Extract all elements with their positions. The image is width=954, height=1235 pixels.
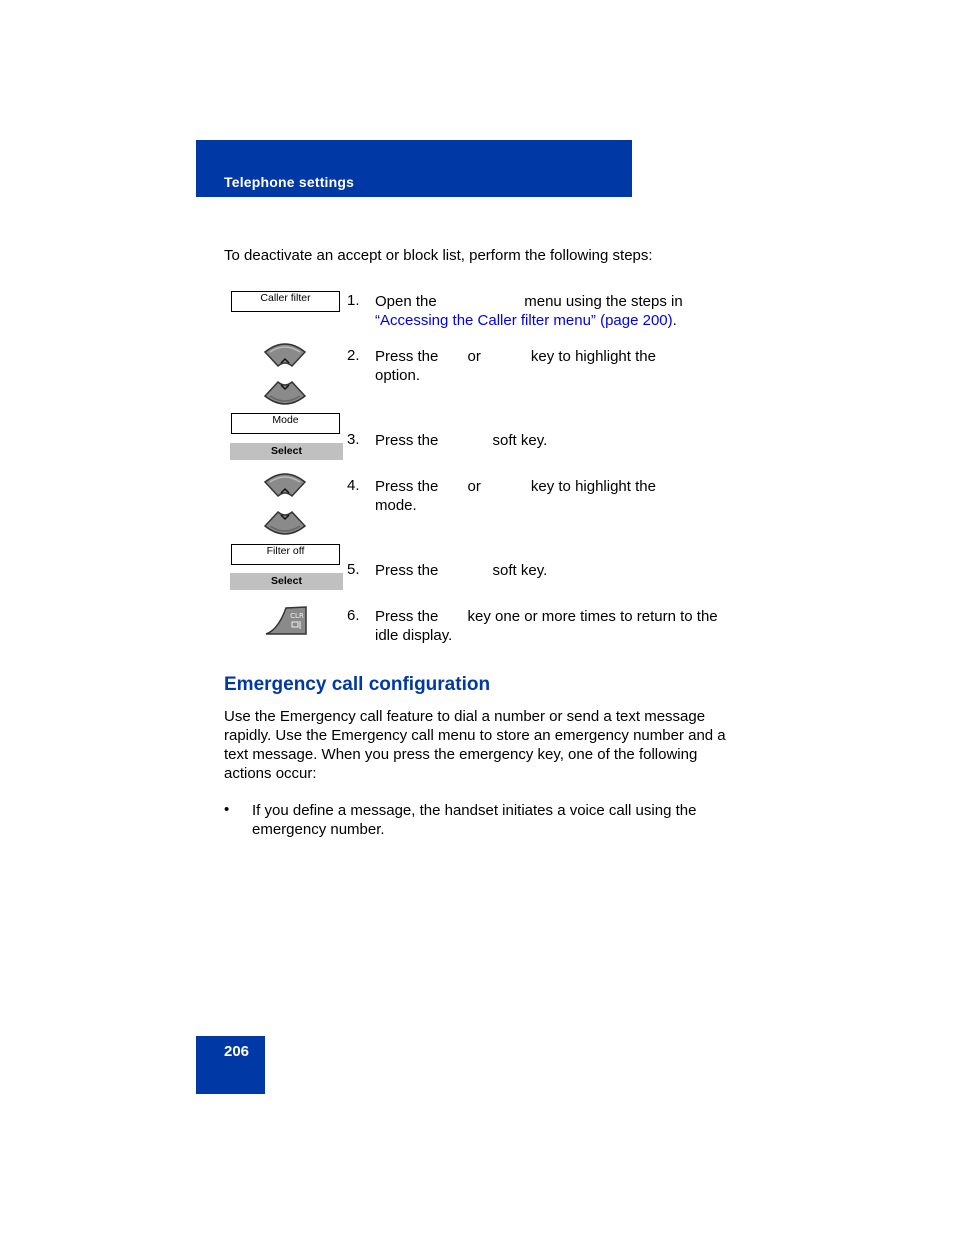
section-title: Emergency call configuration [224, 674, 491, 695]
lcd-caller-filter: Caller filter [231, 291, 340, 312]
nav-down-key-icon[interactable] [262, 508, 308, 538]
svg-text:CLR: CLR [290, 612, 304, 620]
clear-key-icon[interactable] [264, 604, 310, 636]
step-3-text: Press the soft key. [375, 432, 548, 449]
step-5-number: 5. [347, 561, 360, 578]
accessing-caller-filter-link[interactable]: “Accessing the Caller filter menu” (page 200) [375, 312, 673, 329]
step-5-text: Press the soft key. [375, 562, 548, 579]
select-softkey[interactable]: Select [230, 443, 343, 460]
step-2-number: 2. [347, 347, 360, 364]
bullet-text: If you define a message, the handset initiates a voice call using the emergency number. [252, 802, 697, 838]
bullet-marker: • [224, 801, 230, 818]
step-6-text: Press the key one or more times to return to the idle display. [375, 608, 718, 644]
page-number: 206 [224, 1043, 250, 1060]
lcd-filter-off: Filter off [231, 544, 340, 565]
step-4-text: Press the or key to highlight the mode. [375, 478, 656, 514]
lcd-mode: Mode [231, 413, 340, 434]
section-paragraph: Use the Emergency call feature to dial a number or send a text message rapidly. Use the Emergency call menu to store an emergency number and a text message. When you press the emergency key, one of the following actions occur: [224, 708, 726, 782]
nav-up-key-icon[interactable] [262, 470, 308, 500]
step-3-number: 3. [347, 431, 360, 448]
nav-down-key-icon[interactable] [262, 378, 308, 408]
step-2-text: Press the or key to highlight the option. [375, 348, 656, 384]
intro-text: To deactivate an accept or block list, perform the following steps: [224, 247, 653, 264]
step-1-text: Open the menu using the steps in “Accessing the Caller filter menu” (page 200). [375, 293, 683, 329]
step-4-number: 4. [347, 477, 360, 494]
nav-up-key-icon[interactable] [262, 340, 308, 370]
step-6-number: 6. [347, 607, 360, 624]
header-title: Telephone settings [224, 174, 355, 190]
select-softkey[interactable]: Select [230, 573, 343, 590]
step-1-number: 1. [347, 292, 360, 309]
